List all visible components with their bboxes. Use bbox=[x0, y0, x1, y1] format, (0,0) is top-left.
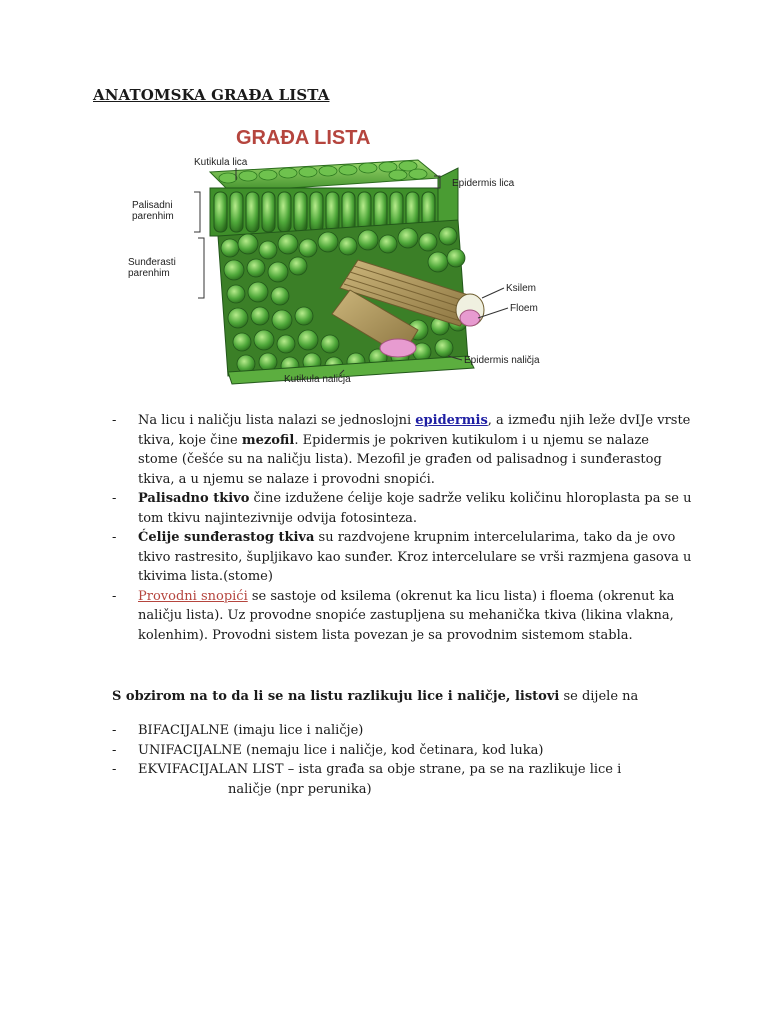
bullet-list bbox=[112, 411, 692, 645]
bold-term: mezofil bbox=[241, 432, 295, 448]
text-span: čine izdužene ćelije koje sadrže veliku količinu hloroplasta pa se u tom tkivu najintezivnije odvija fotosinteza. bbox=[138, 491, 692, 526]
list-item bbox=[112, 528, 692, 587]
label-palisadni: Palisadni bbox=[132, 200, 173, 211]
text-span: se dijele na bbox=[559, 689, 639, 704]
provodni-snopici-link[interactable]: Provodni snopići bbox=[138, 588, 248, 604]
bullet-dash: - bbox=[112, 723, 117, 738]
bold-term: Palisadno tkivo bbox=[138, 491, 250, 506]
label-parenhim-2: parenhim bbox=[128, 268, 170, 279]
page-title: ANATOMSKA GRAĐA LISTA bbox=[93, 86, 330, 104]
bullet-dash: - bbox=[112, 413, 117, 428]
list-item bbox=[112, 489, 692, 528]
text-span: se sastoje od ksilema (okrenut ka licu lista) i floema (okrenut ka naličju lista). Uz provodne snopiće zastupljena su mehanička tkiva (likina vlakna, kolenhim). Provodni sistem lista povezan je sa provodnim sistemom stabla. bbox=[138, 588, 675, 643]
bullet-dash: - bbox=[112, 530, 117, 545]
epidermis-link[interactable]: epidermis bbox=[415, 413, 488, 428]
branch-phloem-end bbox=[380, 339, 416, 357]
bullet-dash: - bbox=[112, 491, 117, 506]
list-item bbox=[112, 741, 692, 761]
label-floem: Floem bbox=[510, 303, 538, 314]
leaf-types-list bbox=[112, 721, 692, 799]
label-epidermis-lica: Epidermis lica bbox=[452, 178, 515, 189]
list-item bbox=[112, 587, 692, 646]
text-span: UNIFACIJALNE (nemaju lice i naličje, kod četinara, kod luka) bbox=[138, 742, 544, 758]
label-kutikula-nalicja: Kutikula naličja bbox=[284, 374, 351, 385]
list-item bbox=[112, 760, 692, 799]
text-span: Na licu i naličju lista nalazi se jednoslojni bbox=[138, 413, 416, 428]
bold-term: Ćelije sunđerastog tkiva bbox=[138, 530, 315, 545]
label-ksilem: Ksilem bbox=[506, 283, 537, 294]
list-item bbox=[112, 411, 692, 489]
phloem-end bbox=[460, 310, 480, 326]
text-continuation: naličje (npr perunika) bbox=[228, 781, 372, 797]
leaf-structure-diagram bbox=[118, 120, 578, 392]
section-heading bbox=[112, 689, 638, 704]
text-span: . Epidermis je pokriven kutikulom i u njemu se nalaze stome (češće su na naličju lista). Mezofil je građen od palisadnog i sunđerastog tkiva, a u njemu se nalaze i provodni snopići. bbox=[138, 432, 662, 487]
label-kutikula-lica: Kutikula lica bbox=[194, 157, 248, 168]
label-sunderasti: Sunđerasti bbox=[128, 257, 176, 268]
list-item bbox=[112, 721, 692, 741]
bullet-dash: - bbox=[112, 762, 117, 777]
figure-heading: GRAĐA LISTA bbox=[236, 127, 371, 149]
label-epidermis-nalicja: Epidermis naličja bbox=[464, 355, 540, 366]
bullet-dash: - bbox=[112, 588, 117, 604]
text-span: BIFACIJALNE (imaju lice i naličje) bbox=[138, 723, 364, 738]
text-span: EKVIFACIJALAN LIST – ista građa sa obje strane, pa se na razlikuje lice i bbox=[138, 762, 622, 777]
label-parenhim-1: parenhim bbox=[132, 211, 174, 222]
bold-heading: S obzirom na to da li se na listu razlikuju lice i naličje, listovi bbox=[112, 689, 560, 704]
text-span: , a između njih leže dvIJe vrste tkiva, koje čine bbox=[138, 413, 691, 448]
bullet-dash: - bbox=[112, 742, 117, 758]
text-span: su razdvojene krupnim intercelularima, tako da je ovo tkivo rastresito, šupljikavo kao sunđer. Kroz intercelulare se vrši razmjena gasova u tkivima lista.(stome) bbox=[138, 530, 692, 584]
